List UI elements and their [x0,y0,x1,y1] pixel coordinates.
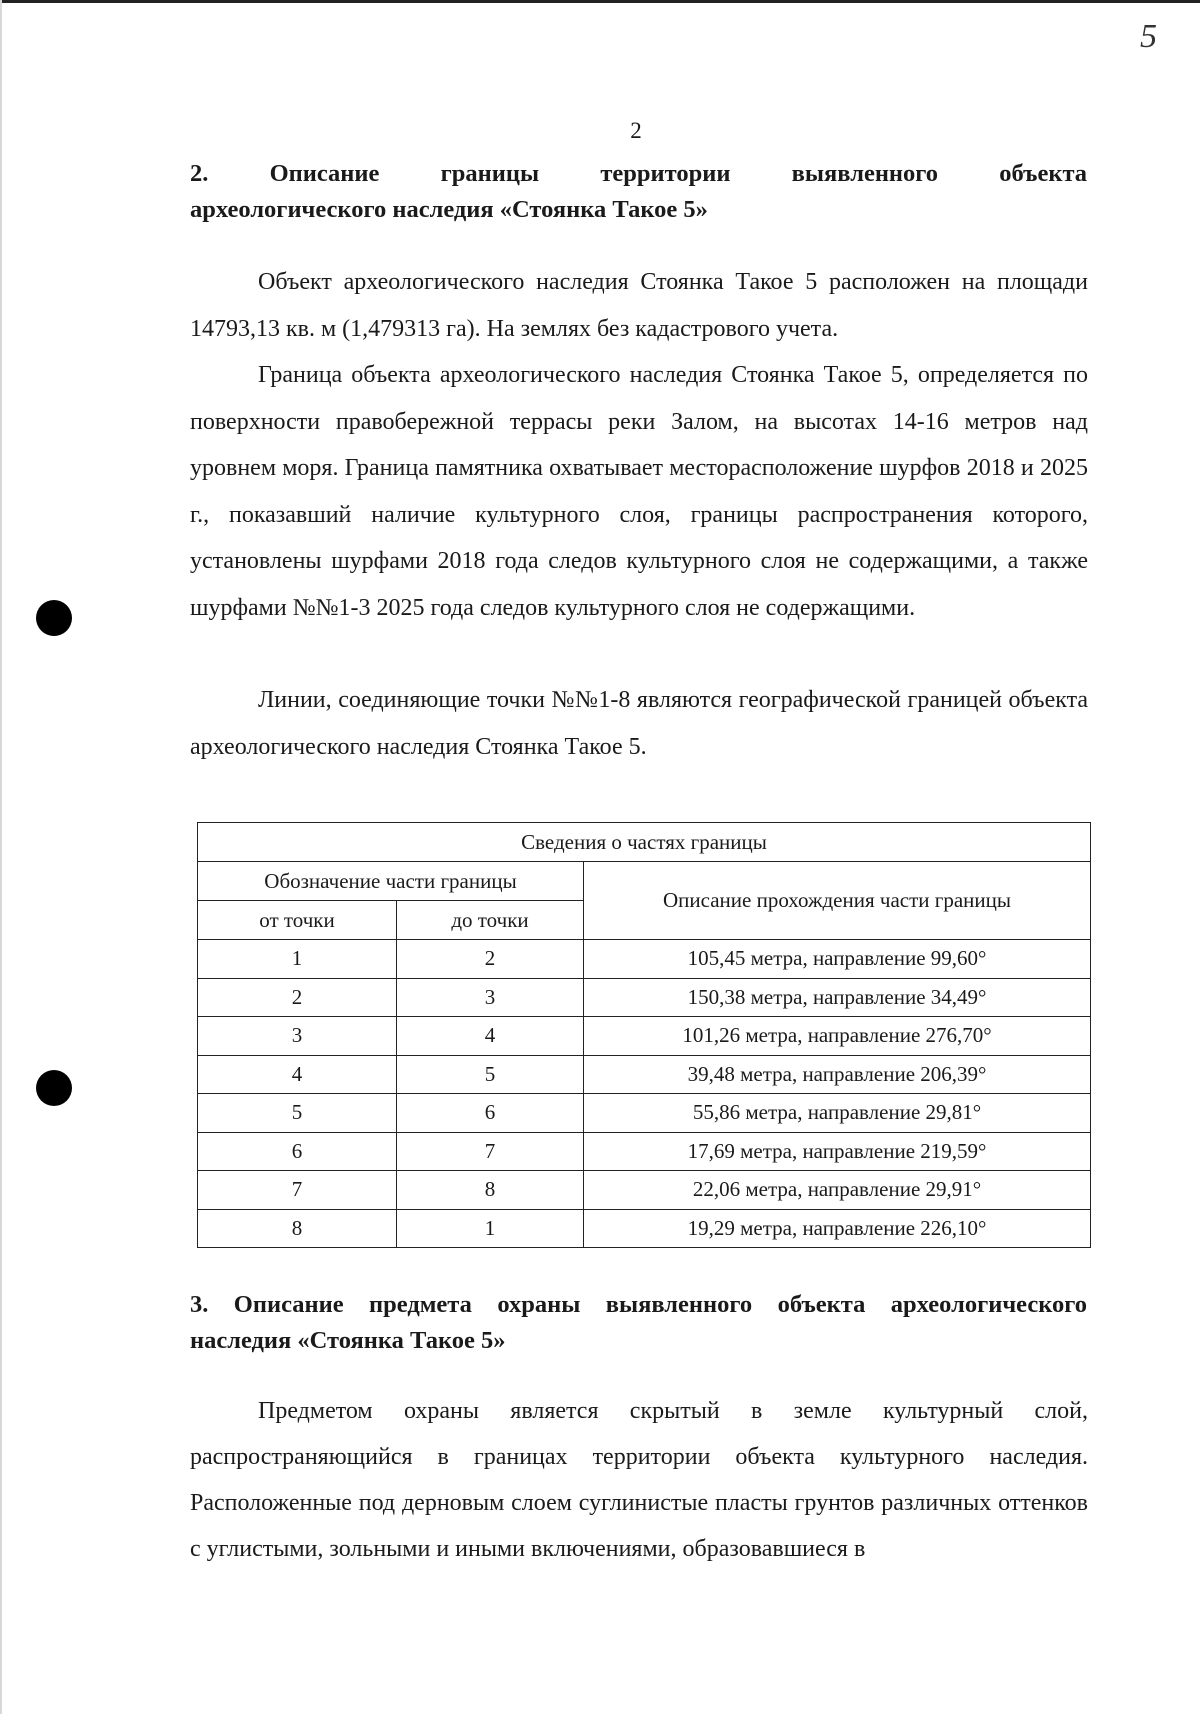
heading-word: территории [600,160,731,187]
scan-left-edge [0,0,2,1714]
cell-description: 19,29 метра, направление 226,10° [584,1209,1091,1248]
table-row [198,1209,1091,1248]
heading-word: выявленного [791,160,939,187]
table-group-header: Обозначение части границы [198,862,584,901]
section3-heading [190,1287,1087,1359]
cell-from: 4 [198,1055,397,1094]
cell-description: 55,86 метра, направление 29,81° [584,1094,1091,1133]
table-title: Сведения о частях границы [198,823,1091,862]
cell-from: 5 [198,1094,397,1133]
section3-heading-line1: 3. Описание предмета охраны выявленного объекта археологического [190,1291,1087,1318]
heading-word: 2. Описание [190,160,380,187]
cell-from: 1 [198,940,397,979]
cell-to: 1 [397,1209,584,1248]
section2-paragraph-boundary: Граница объекта археологического наследия Стоянка Такое 5, определяется по поверхности правобережной террасы реки Залом, на высотах 14-16 метров над уровнем моря. Граница памятника охватывает месторасположение шурфов 2018 и 2025 г., показавший наличие культурного слоя, границы распространения которого, установлены шурфами 2018 года следов культурного слоя не содержащими, а также шурфами №№1-3 2025 года следов культурного слоя не содержащими. [190,362,1088,621]
cell-to: 2 [397,940,584,979]
cell-description: 39,48 метра, направление 206,39° [584,1055,1091,1094]
page-number: 2 [630,118,642,143]
cell-from: 6 [198,1132,397,1171]
section2-heading [190,156,1087,228]
cell-to: 6 [397,1094,584,1133]
cell-to: 8 [397,1171,584,1210]
cell-to: 4 [397,1017,584,1056]
section2-heading-line1 [190,156,1087,192]
table-header-description: Описание прохождения части границы [584,862,1091,940]
table-header-from: от точки [198,901,397,940]
heading-word: границы [440,160,540,187]
section3-heading-line2: наследия «Стоянка Такое 5» [190,1327,506,1354]
table-row [198,940,1091,979]
table-row [198,1017,1091,1056]
cell-from: 3 [198,1017,397,1056]
cell-description: 150,38 метра, направление 34,49° [584,978,1091,1017]
cell-description: 22,06 метра, направление 29,91° [584,1171,1091,1210]
table-row [198,1094,1091,1133]
table-row [198,1132,1091,1171]
handwritten-sheet-number: 5 [1140,18,1157,55]
section3-paragraph: Предметом охраны является скрытый в земле культурный слой, распространяющийся в границах территории объекта культурного наследия. Расположенные под дерновым слоем суглинистые пласты грунтов различных оттенков с углистыми, зольными и иными включениями, образовавшиеся в [190,1398,1088,1562]
cell-to: 7 [397,1132,584,1171]
section2-paragraph-lines: Линии, соединяющие точки №№1-8 являются географической границей объекта археологического наследия Стоянка Такое 5. [190,687,1088,760]
punch-hole-mark [36,600,72,636]
table-header-to: до точки [397,901,584,940]
cell-to: 3 [397,978,584,1017]
cell-description: 17,69 метра, направление 219,59° [584,1132,1091,1171]
heading-word: объекта [999,160,1088,187]
cell-from: 7 [198,1171,397,1210]
cell-from: 8 [198,1209,397,1248]
cell-description: 105,45 метра, направление 99,60° [584,940,1091,979]
cell-description: 101,26 метра, направление 276,70° [584,1017,1091,1056]
boundary-parts-table [197,822,1090,1248]
cell-to: 5 [397,1055,584,1094]
section2-heading-line2: археологического наследия «Стоянка Такое 5» [190,196,708,223]
punch-hole-mark [36,1070,72,1106]
table-row [198,978,1091,1017]
table-row [198,1171,1091,1210]
cell-from: 2 [198,978,397,1017]
scan-top-rule [0,0,1200,3]
section2-paragraph-area: Объект археологического наследия Стоянка Такое 5 расположен на площади 14793,13 кв. м (1,479313 га). На землях без кадастрового учета. [190,269,1088,342]
table-row [198,1055,1091,1094]
